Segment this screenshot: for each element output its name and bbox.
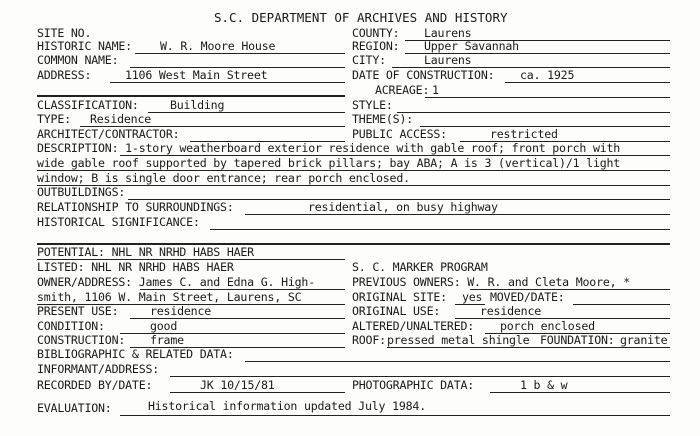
region-label: REGION: (352, 39, 400, 53)
city-value: Laurens (424, 53, 472, 67)
form-header: S.C. DEPARTMENT OF ARCHIVES AND HISTORY (214, 10, 508, 25)
present-use-label: PRESENT USE: (37, 304, 119, 318)
address-value: 1106 West Main Street (125, 68, 268, 82)
date-construction-line (505, 82, 670, 83)
description-line-3: window; B is single door entrance; rear porch enclosed. (37, 171, 410, 185)
architect-label: ARCHITECT/CONTRACTOR: (37, 127, 180, 141)
evaluation-value: Historical information updated July 1984. (148, 399, 426, 413)
listed-line: LISTED: NHL NR NRHD HABS HAER (37, 260, 234, 274)
recorded-label: RECORDED BY/DATE: (37, 378, 153, 392)
classification-label: CLASSIFICATION: (37, 98, 139, 112)
style-label: STYLE: (352, 98, 393, 112)
recorded-line (170, 392, 345, 393)
historic-name-value: W. R. Moore House (160, 39, 276, 53)
photographic-line (490, 392, 670, 393)
classification-line (148, 112, 345, 113)
potential-line: POTENTIAL: NHL NR NRHD HABS HAER (37, 245, 254, 259)
condition-value: good (150, 319, 178, 333)
marker-program-label: S. C. MARKER PROGRAM (352, 260, 488, 274)
significance-label: HISTORICAL SIGNIFICANCE: (37, 215, 200, 229)
foundation-label: FOUNDATION: (540, 333, 615, 347)
bibliographic-label: BIBLIOGRAPHIC & RELATED DATA: (37, 347, 234, 361)
roof-value: pressed metal shingle (387, 333, 530, 347)
public-access-value: restricted (490, 127, 558, 141)
top-left-divider (37, 95, 345, 97)
city-label: CITY: (352, 53, 386, 67)
historic-name-label: HISTORIC NAME: (37, 39, 132, 53)
themes-label: THEME(S): (352, 112, 414, 126)
informant-label: INFORMANT/ADDRESS: (37, 362, 160, 376)
construction-value: frame (150, 333, 184, 347)
date-construction-value: ca. 1925 (520, 68, 575, 82)
photographic-value: 1 b & w (520, 378, 568, 392)
style-line (397, 112, 670, 113)
altered-label: ALTERED/UNALTERED: (352, 319, 475, 333)
foundation-value: granite (620, 333, 668, 347)
significance-line (210, 229, 670, 230)
relationship-line (245, 214, 670, 215)
type-label: TYPE: (37, 112, 71, 126)
county-label: COUNTY: (352, 26, 400, 40)
moved-date-label: MOVED/DATE: (490, 290, 565, 304)
relationship-value: residential, on busy highway (308, 200, 498, 214)
acreage-label: ACREAGE: (375, 83, 430, 97)
description-line-2: wide gable roof supported by tapered brick pillars; bay ABA; A is 3 (vertical)/1 light (37, 156, 621, 170)
region-value: Upper Savannah (424, 39, 519, 53)
acreage-line (425, 97, 670, 98)
construction-label: CONSTRUCTION: (37, 333, 126, 347)
historic-name-line (135, 53, 345, 54)
description-line-1: DESCRIPTION: 1-story weatherboard exterior residence with gable roof; front porch with (37, 141, 621, 155)
original-site-label: ORIGINAL SITE: (352, 290, 447, 304)
original-site-value: yes (462, 290, 483, 304)
present-use-value: residence (150, 304, 212, 318)
county-value: Laurens (424, 26, 472, 40)
owner-line-1: OWNER/ADDRESS: James C. and Edna G. High- (37, 275, 315, 289)
altered-value: porch enclosed (500, 319, 595, 333)
moved-date-line (573, 304, 670, 305)
address-line (110, 82, 345, 83)
public-access-label: PUBLIC ACCESS: (352, 127, 447, 141)
previous-owners-text: PREVIOUS OWNERS: W. R. and Cleta Moore, * (352, 275, 630, 289)
relationship-label: RELATIONSHIP TO SURROUNDINGS: (37, 200, 234, 214)
original-use-label: ORIGINAL USE: (352, 304, 441, 318)
informant-line (170, 376, 670, 377)
outbuildings-label: OUTBUILDINGS: (37, 185, 126, 199)
condition-label: CONDITION: (37, 319, 105, 333)
type-value: Residence (90, 112, 152, 126)
acreage-value: 1 (432, 83, 439, 97)
recorded-value: JK 10/15/81 (200, 378, 275, 392)
common-name-label: COMMON NAME: (37, 53, 119, 67)
evaluation-line (120, 415, 670, 416)
site-no-label: SITE NO. (37, 26, 92, 40)
description-rule-3 (37, 185, 670, 186)
evaluation-label: EVALUATION: (37, 401, 112, 415)
classification-value: Building (170, 98, 225, 112)
address-label: ADDRESS: (37, 68, 92, 82)
bibliographic-line (245, 361, 670, 362)
roof-label: ROOF: (352, 333, 386, 347)
date-construction-label: DATE OF CONSTRUCTION: (352, 68, 495, 82)
owner-line-2: smith, 1106 W. Main Street, Laurens, SC (37, 290, 302, 304)
photographic-label: PHOTOGRAPHIC DATA: (352, 378, 475, 392)
roof-foundation-line (387, 347, 670, 348)
original-use-value: residence (480, 304, 542, 318)
